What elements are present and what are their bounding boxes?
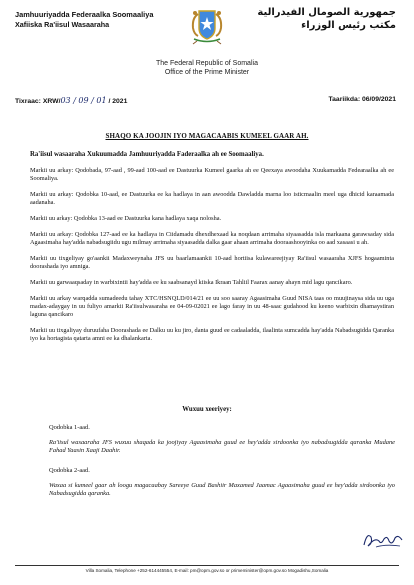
letter-subject: SHAQO KA JOOJIN IYO MAGACAABIS KUMEEL GAAR AH. [105, 132, 309, 140]
handwritten-signature [362, 529, 406, 551]
header-arabic [257, 6, 396, 32]
header-republic-somali: Jamhuuriyadda Federaalka Soomaaliya [15, 10, 154, 19]
reference-line [15, 96, 396, 108]
letter-body [30, 167, 394, 351]
body-paragraph: Markii uu garwaaqsaday in warbixintii hay'adda ee ku saabsanayd kiiska Ikraan Tahliil Faarax aanay ahayn mid lagu qancikaro. [30, 278, 353, 286]
header-republic-arabic: جمهورية الصومال الفيدرالية [257, 7, 396, 18]
header-office-english: Office of the Prime Minister [164, 69, 250, 76]
article-heading: Qodobka 2-aad. [49, 466, 90, 474]
header-office-somali: Xafiiska Ra'iisul Wasaaraha [15, 20, 110, 29]
header-republic-english: The Federal Republic of Somalia [156, 60, 258, 67]
article-text: Waxaa si kumeel gaar ah loogu magacaabay Sareeye Guud Bashiir Maxamed Jaamac Agaasimaha guud ee hey'adda sirdoonka iyo Nabadsugidda qaranka. [49, 481, 395, 498]
articles [49, 424, 395, 509]
letter-addressee: Ra'iisul wasaaraha Xukuumadda Jamhuuriyadda Faderaalka ah ee Soomaaliya. [30, 151, 264, 158]
body-paragraph: Markii uu arkay: Qodobka 127-aad ee ka hadlaya in Ciidamadu dhexdhexaad ka noqdaan arrimaha siyaasadda isla markaana garawsaday sida Agaasimaha hay'adda nabadsugiidu ugu milmay arrimaha siyaasadda dalka gaar ahaan arrimaha dooraashooyinka oo aad xasaasi u ah. [30, 230, 394, 246]
coat-of-arms-emblem [186, 6, 228, 46]
header-english [0, 59, 414, 77]
body-paragraph: Markii uu tixgaliyay duruufaha Doorashada ee Dalku uu ku jiro, danta guud ee cadaaladda, ilaalinta sumcadda hay'adda Nabadsugidda Qaranka iyo ka hortagista qatarta amni ee ka dhalankarta. [30, 326, 394, 342]
body-paragraph: Markii uu arkay: Qodobka 13-aad ee Dastuurka kana hadlaya xaqa nolosha. [30, 215, 222, 222]
header-office-arabic: مكتب رئيس الوزراء [301, 20, 396, 31]
article-text: Ra'iisul wasaaraha JFS wuxuu shaqada ka joojiyay Agaasimaha guud ee hey'adda sirdoonka iyo nabadsugidda qaranka Mudane Fahad Yaasin Xaaji Daahir. [49, 439, 395, 455]
reference-number [15, 96, 127, 105]
footer-divider [15, 565, 399, 566]
header-somali [15, 10, 165, 30]
reference-year: / 2021 [108, 98, 128, 105]
body-paragraph: Markii uu tixgeliyay go'aankii Madaxweynaha JFS uu baarlamaankii 10-aad hortiisa kulawareejiyay Ra'iisul wasaaraha XJFS hogaaminta doorashada iyo amniga. [30, 254, 394, 270]
reference-date: Taariikda: 06/09/2021 [328, 96, 396, 103]
reference-handwritten: 03 / 09 / 01 [60, 96, 107, 105]
article-heading: Qodobka 1-aad. [49, 424, 90, 431]
body-paragraph: Markii uu arkay: Qodobka 10-aad, ee Dastuurka ee ka hadlaya in aan awoodda Dawladda marna loo isticmaalin meel uga dhicid karaamada aadanaha. [30, 191, 394, 207]
footer-contact: Villa Somalia, Telephone +252-614445554, E-mail: pm@opm.gov.so or primeminister@opm.gov.so Mogadishu,Somalia [85, 568, 329, 573]
reference-label: Tixraac: XRW/ [15, 98, 61, 105]
body-paragraph: Markii uu arkay warqadda sumadeedu tahay XTC/HSNQLD/014/21 ee uu soo saaray Agaasimaha Guud NISA taas oo muujinaysa sida uu uga madax-adaygay in uu fuliyo amarkii Ra'iisulwasaraha ee 04-09-02021 ee lago faray in uu 48-saac gudahood ku keeno warbixin dhamaystiran laguna qancikaro [30, 294, 394, 318]
decision-heading: Wuxuu xeeriyey: [182, 406, 232, 413]
body-paragraph: Markii uu arkay: Qodobada, 97-aad , 99-aad 100-aad ee Dastuurka Kumeel gaarka ah ee Qeexaya awoodaha Xuukamadda Fedearaalka ah ee Soomaliya. [30, 167, 394, 183]
